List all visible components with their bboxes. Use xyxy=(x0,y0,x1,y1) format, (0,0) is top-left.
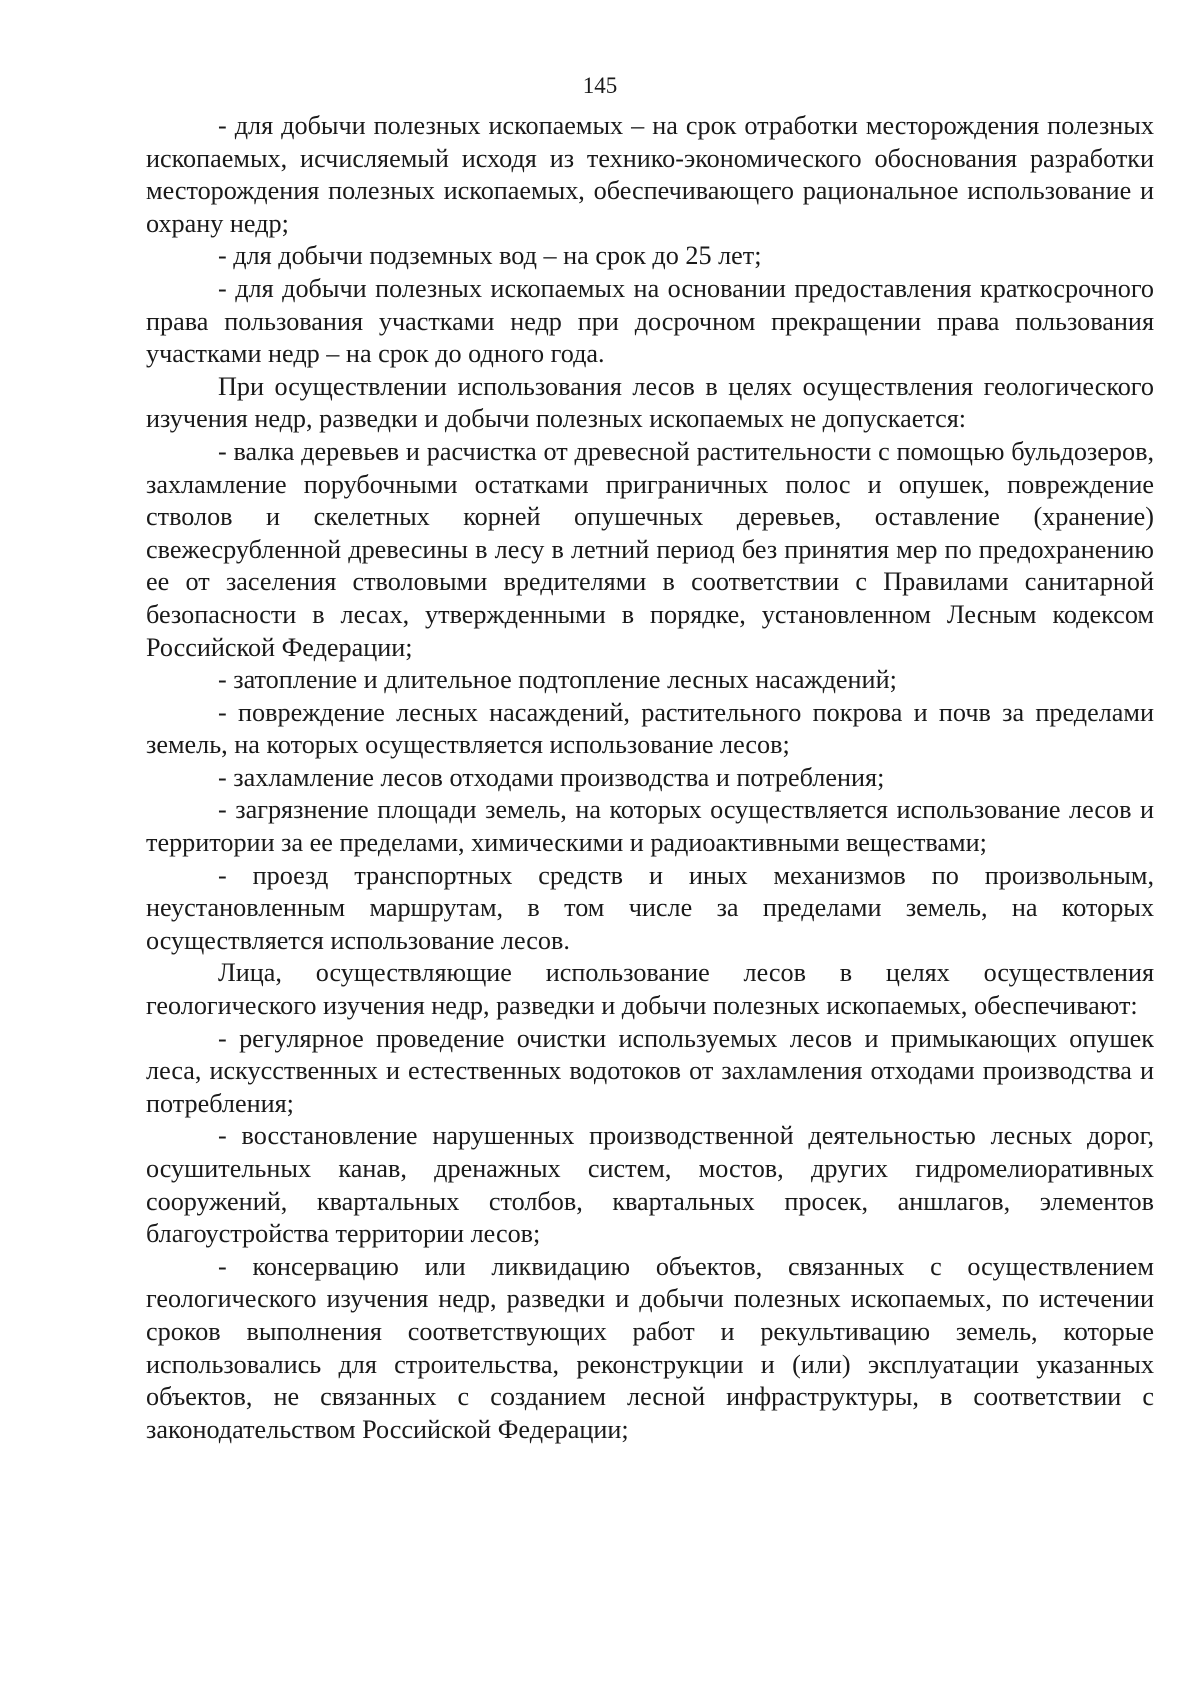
paragraph: - консервацию или ликвидацию объектов, связанных с осуществлением геологического изучения недр, разведки и добычи полезных ископаемых, по истечении сроков выполнения соответствующих работ и рекультивацию земель, которые использовались для строительства, реконструкции и (или) эксплуатации указанных объектов, не связанных с созданием лесной инфраструктуры, в соответствии с законодательством Российской Федерации; xyxy=(146,1251,1154,1444)
paragraph: - повреждение лесных насаждений, растительного покрова и почв за пределами земель, на которых осуществляется использование лесов; xyxy=(146,697,1154,760)
paragraph: - регулярное проведение очистки используемых лесов и примыкающих опушек леса, искусственных и естественных водотоков от захламления отходами производства и потребления; xyxy=(146,1023,1154,1118)
paragraph: - загрязнение площади земель, на которых осуществляется использование лесов и территории за ее пределами, химическими и радиоактивными веществами; xyxy=(146,795,1154,858)
paragraph: - восстановление нарушенных производственной деятельностью лесных дорог, осушительных канав, дренажных систем, мостов, других гидромелиоративных сооружений, квартальных столбов, квартальных просек, аншлагов, элементов благоустройства территории лесов; xyxy=(146,1121,1154,1249)
paragraph: Лица, осуществляющие использование лесов в целях осуществления геологического изучения недр, разведки и добычи полезных ископаемых, обеспечивают: xyxy=(146,958,1154,1021)
paragraph: - для добычи подземных вод – на срок до 25 лет; xyxy=(218,241,762,271)
paragraph: - проезд транспортных средств и иных механизмов по произвольным, неустановленным маршрутам, в том числе за пределами земель, на которых осуществляется использование лесов. xyxy=(146,860,1154,955)
document-body xyxy=(146,110,1154,1446)
paragraph: - валка деревьев и расчистка от древесной растительности с помощью бульдозеров, захламление порубочными остатками приграничных полос и опушек, повреждение стволов и скелетных корней опушечных деревьев, оставление (хранение) свежесрубленной древесины в лесу в летний период без принятия мер по предохранению ее от заселения стволовыми вредителями в соответствии с Правилами санитарной безопасности в лесах, утвержденными в порядке, установленном Лесным кодексом Российской Федерации; xyxy=(146,436,1154,662)
paragraph: - затопление и длительное подтопление лесных насаждений; xyxy=(218,665,897,695)
paragraph: - захламление лесов отходами производства и потребления; xyxy=(218,762,885,792)
page-number: 145 xyxy=(582,73,618,98)
paragraph: При осуществлении использования лесов в целях осуществления геологического изучения недр, разведки и добычи полезных ископаемых не допускается: xyxy=(146,371,1154,434)
paragraph: - для добычи полезных ископаемых – на срок отработки месторождения полезных ископаемых, исчисляемый исходя из технико-экономического обоснования разработки месторождения полезных ископаемых, обеспечивающего рациональное использование и охрану недр; xyxy=(146,111,1154,238)
paragraph: - для добычи полезных ископаемых на основании предоставления краткосрочного права пользования участками недр при досрочном прекращении права пользования участками недр – на срок до одного года. xyxy=(146,273,1154,369)
